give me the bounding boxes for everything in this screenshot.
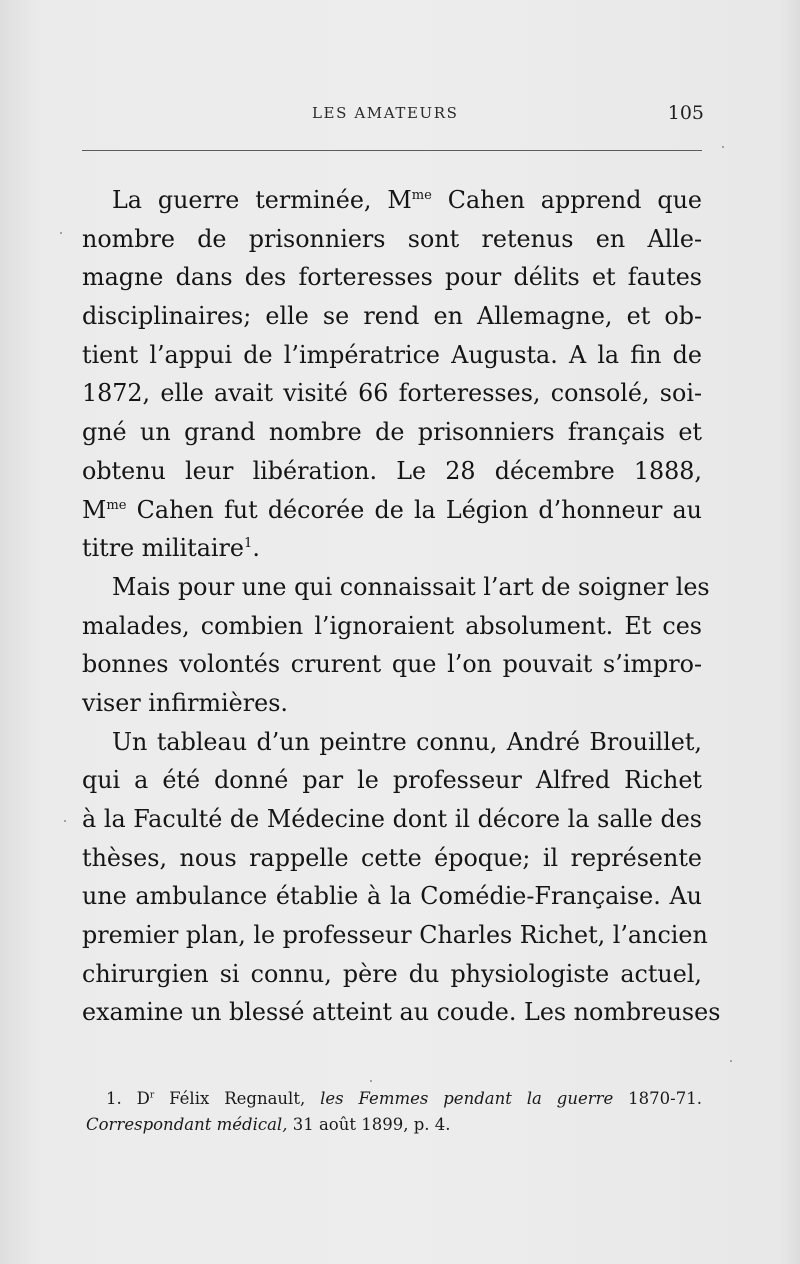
footnote-work-title: les Femmes pendant la guerre (320, 1089, 614, 1108)
footnote-years: 1870-71. (613, 1089, 702, 1108)
footnote-date: 31 août 1899, p. 4. (287, 1115, 451, 1134)
footnote (86, 1086, 702, 1138)
running-title: LES AMATEURS (312, 104, 459, 122)
paper-speck (370, 1080, 372, 1082)
text-line: Un tableau d’un peintre connu, André Brouillet, (112, 727, 702, 756)
text-line: magne dans des forteresses pour délits et fautes (82, 263, 702, 292)
text-line: tient l’appui de l’impératrice Augusta. A la fin de (82, 340, 702, 369)
footnote-journal: Correspondant médical, (86, 1115, 288, 1134)
paper-speck (730, 1060, 732, 1062)
text-line: Mais pour une qui connaissait l’art de soigner les (112, 572, 710, 601)
paper-speck (722, 146, 724, 148)
page-number: 105 (667, 102, 704, 124)
text-line: obtenu leur libération. Le 28 décembre 1888, (82, 456, 702, 485)
text-line: une ambulance établie à la Comédie-Française. Au (82, 882, 702, 911)
text-line: à la Faculté de Médecine dont il décore la salle des (82, 805, 702, 833)
text-line: disciplinaires; elle se rend en Allemagne, et ob- (82, 302, 702, 331)
footnote-prefix: 1. $D^r$ Félix Regnault, (106, 1089, 321, 1108)
header-rule (82, 150, 702, 151)
text-line: bonnes volontés crurent que l’on pouvait s’impro- (82, 650, 702, 679)
text-line: nombre de prisonniers sont retenus en Alle- (82, 224, 702, 253)
text-line: titre militaire$^1$. (82, 534, 260, 563)
text-line: premier plan, le professeur Charles Richet, l’ancien (82, 921, 708, 950)
text-line: examine un blessé atteint au coude. Les nombreuses (82, 998, 721, 1027)
footnote-line-1 (86, 1086, 702, 1112)
text-line: chirurgien si connu, père du physiologiste actuel, (82, 959, 702, 988)
text-line: gné un grand nombre de prisonniers français et (82, 418, 702, 447)
text-line: malades, combien l’ignoraient absolument. Et ces (82, 611, 702, 640)
footnote-line-2 (86, 1112, 702, 1138)
paper-speck (64, 820, 66, 822)
text-line: qui a été donné par le professeur Alfred Richet (82, 766, 702, 795)
text-line: 1872, elle avait visité 66 forteresses, consolé, soi- (82, 379, 702, 408)
text-line: thèses, nous rappelle cette époque; il représente (82, 843, 702, 872)
text-line: $M^{me}$ Cahen fut décorée de la Légion d’honneur au (82, 495, 702, 524)
body-text (82, 181, 721, 1032)
text-line: La guerre terminée, $M^{me}$ Cahen apprend que (112, 186, 702, 214)
paper-speck (60, 232, 62, 234)
text-line: viser infirmières. (82, 688, 288, 717)
running-head (82, 104, 704, 130)
